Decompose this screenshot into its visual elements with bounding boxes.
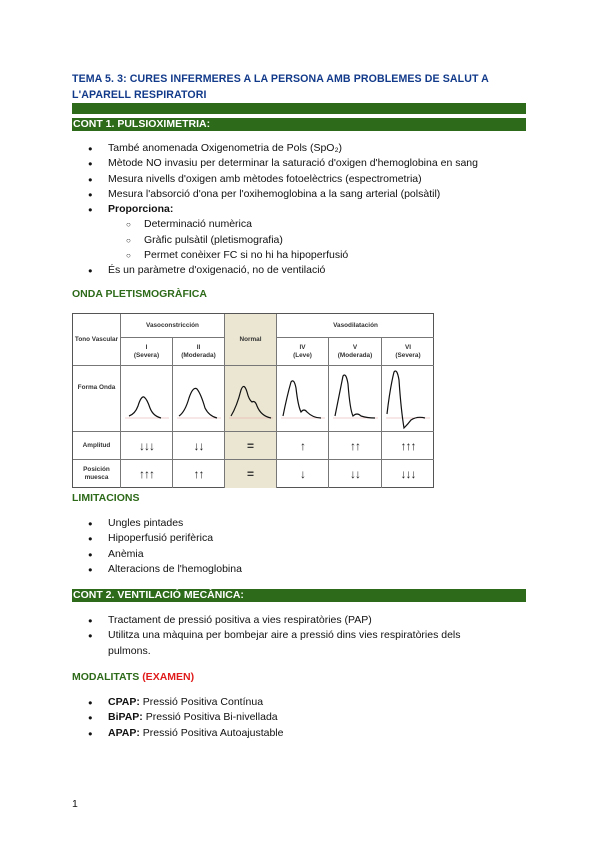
list-item: ● És un paràmetre d'oxigenació, no de ventilació	[88, 263, 478, 278]
posicion-value: ↑↑	[173, 460, 225, 488]
modality-desc: Pressió Positiva Contínua	[139, 696, 264, 708]
list-item: ● També anomenada Oxigenometria de Pols (SpO₂)	[88, 141, 478, 156]
list-item: ● Hipoperfusió perifèrica	[88, 531, 242, 546]
column-num: II	[196, 343, 201, 351]
amplitud-value: ↓↓↓	[121, 432, 173, 460]
list-item: ● Anèmia	[88, 547, 242, 562]
wave-4	[283, 381, 321, 418]
wave-normal	[231, 386, 271, 418]
section1-list	[88, 141, 478, 279]
amplitud-value: ↓↓	[173, 432, 225, 460]
column-grade: (Moderada)	[337, 351, 373, 359]
column-grade: (Leve)	[293, 351, 312, 359]
plethysmography-table	[72, 313, 434, 488]
sub-list-item: ○ Determinació numèrica	[88, 217, 478, 232]
modality-desc: Pressió Positiva Bi-nivellada	[142, 711, 278, 724]
posicion-value: ↑↑↑	[121, 460, 173, 488]
modalitats-label: MODALITATS	[72, 671, 140, 683]
page-number: 1	[72, 798, 78, 810]
posicion-muesca-label: Posición muesca	[73, 460, 121, 488]
list-item	[88, 202, 478, 217]
column-header-2	[173, 338, 225, 366]
modalitats-heading	[72, 671, 194, 683]
sub-list-item: ○ Permet conèixer FC si no hi ha hipoperfusió	[88, 248, 478, 263]
modality-abbr: APAP:	[108, 726, 140, 739]
amplitud-value: ↑	[277, 432, 329, 460]
modality-abbr: CPAP:	[108, 696, 140, 708]
limitacions-heading: LIMITACIONS	[72, 492, 140, 504]
vasodilatacion-header: Vasodilatación	[277, 314, 434, 338]
normal-header: Normal	[225, 314, 277, 366]
amplitud-label: Amplitud	[73, 432, 121, 460]
vasoconstriccion-header: Vasoconstricción	[121, 314, 225, 338]
list-item-text: Utilitza una màquina per bombejar aire a pressió dins vies respiratòries dels	[108, 629, 461, 642]
posicion-value: =	[225, 460, 277, 488]
posicion-value: ↓	[277, 460, 329, 488]
wave-1	[129, 397, 161, 418]
onda-heading: ONDA PLETISMOGRÀFICA	[72, 288, 207, 300]
modalitats-list	[88, 695, 283, 741]
list-item-continuation: pulmons.	[108, 644, 151, 657]
list-item	[88, 726, 283, 741]
list-item: ● Mesura l'absorció d'ona per l'oxihemoglobina a la sang arterial (polsàtil)	[88, 187, 478, 202]
column-num: I	[145, 343, 148, 351]
forma-onda-label: Forma Onda	[73, 366, 121, 432]
column-grade: (Severa)	[133, 351, 160, 359]
title-divider-bar	[72, 103, 526, 114]
list-item: ● Tractament de pressió positiva a vies respiratòries (PAP)	[88, 613, 461, 628]
list-item: ● Mesura nivells d'oxigen amb mètodes fotoelèctrics (espectrometria)	[88, 172, 478, 187]
proporciona-label: Proporciona:	[108, 203, 174, 216]
posicion-value: ↓↓↓	[400, 467, 416, 481]
column-num: VI	[404, 343, 412, 351]
waveforms-svg	[121, 366, 434, 432]
examen-tag: (EXAMEN)	[142, 671, 195, 683]
column-grade: (Severa)	[395, 351, 421, 359]
amplitud-value: ↑↑	[329, 432, 382, 460]
limitacions-list	[88, 516, 242, 577]
tono-vascular-header: Tono Vascular	[73, 314, 121, 366]
document-title: TEMA 5. 3: CURES INFERMERES A LA PERSONA AMB PROBLEMES DE SALUT A L'APARELL RESPIRATORI	[72, 73, 489, 101]
list-item: ● Mètode NO invasiu per determinar la saturació d'oxigen d'hemoglobina en sang	[88, 156, 478, 171]
list-item	[88, 628, 461, 659]
column-grade: (Moderada)	[181, 351, 216, 359]
section1-heading: CONT 1. PULSIOXIMETRIA:	[72, 118, 526, 131]
section2-list	[88, 613, 461, 659]
column-header-4	[277, 338, 329, 366]
wave-5	[335, 375, 375, 418]
column-num: V	[352, 343, 358, 351]
list-item	[88, 695, 283, 710]
amplitud-value: ↑↑↑	[382, 432, 434, 460]
section2-heading: CONT 2. VENTILACIÓ MECÀNICA:	[72, 589, 526, 602]
column-header-1	[121, 338, 173, 366]
column-header-5	[329, 338, 382, 366]
wave-2	[179, 388, 217, 418]
posicion-value: ↓↓	[329, 460, 382, 488]
column-num: IV	[299, 343, 306, 351]
modality-desc: Pressió Positiva Autoajustable	[139, 726, 284, 739]
amplitud-value: =	[225, 432, 277, 460]
column-header-6	[382, 338, 434, 366]
list-item: ● Ungles pintades	[88, 516, 242, 531]
sub-list-item: ○ Gràfic pulsàtil (pletismografia)	[88, 233, 478, 248]
wave-6	[387, 371, 425, 428]
list-item	[88, 710, 283, 725]
list-item: ● Alteracions de l'hemoglobina	[88, 562, 242, 577]
modality-abbr: BiPAP:	[108, 711, 143, 724]
